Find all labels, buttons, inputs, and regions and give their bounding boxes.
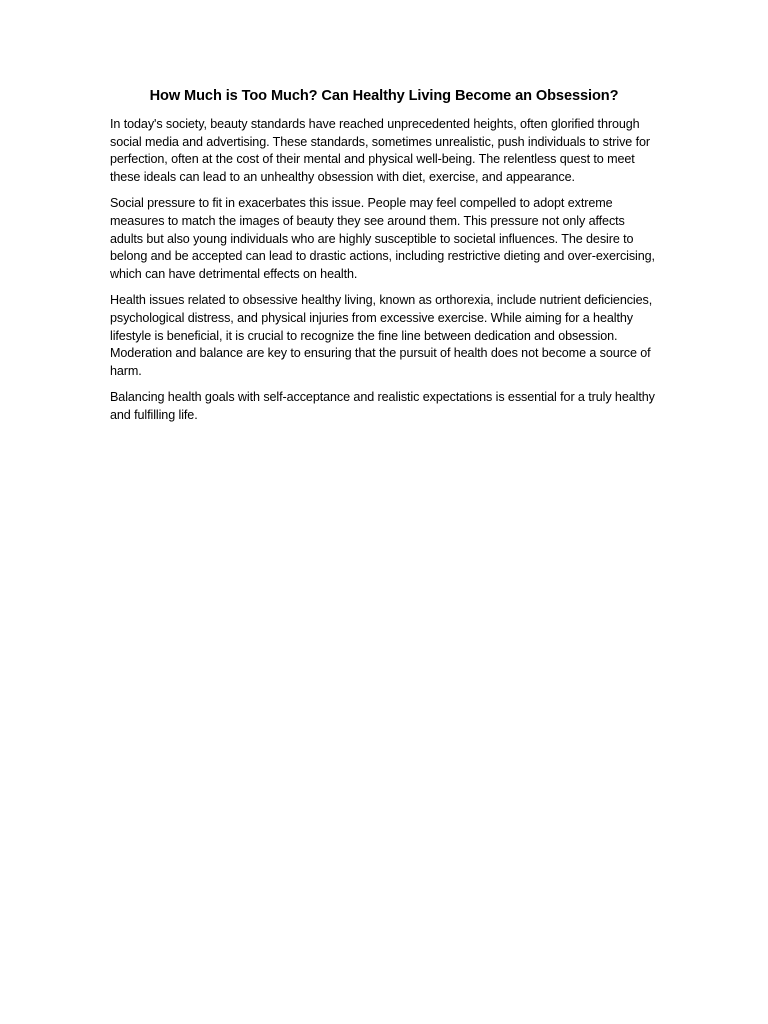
document-title: How Much is Too Much? Can Healthy Living Become an Obsession? [149, 88, 619, 104]
document-body [110, 86, 658, 434]
paragraph-conclusion: Balancing health goals with self-acceptance and realistic expectations is essential for a truly healthy and fulfilling life. [110, 390, 655, 422]
paragraph-beauty-standards: In today's society, beauty standards have reached unprecedented heights, often glorified through social media and advertising. These standards, sometimes unrealistic, push individuals to strive for perfection, often at the cost of their mental and physical well-being. The relentless quest to meet these ideals can lead to an unhealthy obsession with diet, exercise, and appearance. [110, 117, 650, 184]
paragraph-health-issues: Health issues related to obsessive healthy living, known as orthorexia, include nutrient deficiencies, psychological distress, and physical injuries from excessive exercise. While aiming for a healthy lifestyle is beneficial, it is crucial to recognize the fine line between dedication and obsession. Moderation and balance are key to ensuring that the pursuit of health does not become a source of harm. [110, 293, 653, 378]
paragraph-social-pressure: Social pressure to fit in exacerbates this issue. People may feel compelled to adopt extreme measures to match the images of beauty they see around them. This pressure not only affects adults but also young individuals who are highly susceptible to societal influences. The desire to belong and be accepted can lead to drastic actions, including restrictive dieting and over-exercising, which can have detrimental effects on health. [110, 196, 655, 281]
